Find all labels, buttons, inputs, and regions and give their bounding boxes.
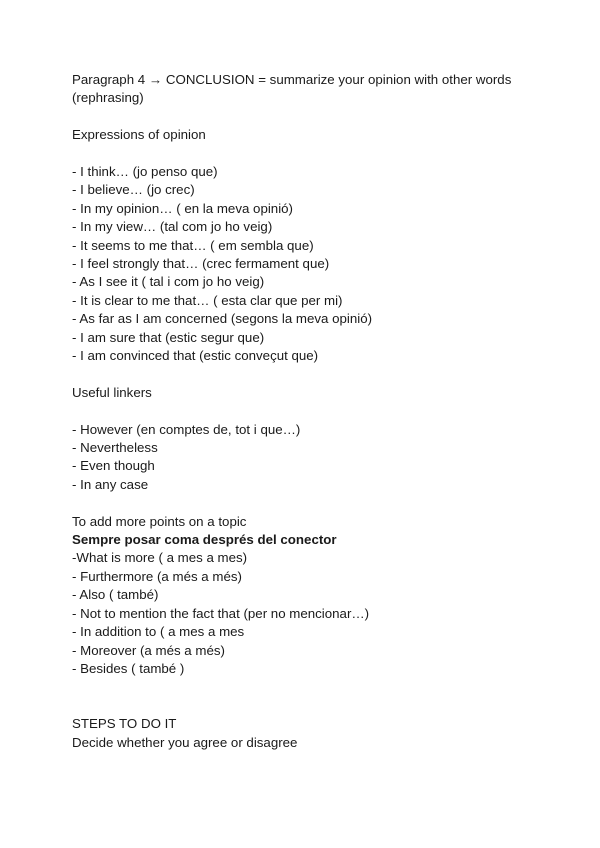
list-item: - As far as I am concerned (segons la meva opinió) (72, 311, 373, 327)
list-item: - It seems to me that… ( em sembla que) (72, 237, 314, 253)
spacer (72, 697, 542, 715)
opinion-list (72, 163, 542, 365)
steps-text: Decide whether you agree or disagree (72, 734, 298, 750)
add-points-list (72, 549, 542, 678)
list-item: - I believe… (jo crec) (72, 182, 195, 198)
list-item: -What is more ( a mes a mes) (72, 550, 248, 566)
comma-note: Sempre posar coma després del conector (72, 532, 337, 548)
spacer (72, 494, 542, 512)
list-item: - I think… (jo penso que) (72, 164, 218, 179)
steps-heading: STEPS TO DO IT (72, 716, 177, 732)
list-item: - Not to mention the fact that (per no mencionar…) (72, 605, 370, 621)
list-item: - In addition to ( a mes a mes (72, 624, 245, 640)
spacer (72, 108, 542, 126)
conclusion-paragraph: Paragraph 4 → CONCLUSION = summarize your opinion with other words (rephrasing) (72, 72, 512, 106)
opinion-heading: Expressions of opinion (72, 127, 206, 143)
list-item: - Besides ( també ) (72, 660, 185, 676)
list-item: - In any case (72, 476, 149, 492)
spacer (72, 402, 542, 420)
list-item: - It is clear to me that… ( esta clar que per mi) (72, 292, 343, 308)
list-item: - Nevertheless (72, 440, 158, 456)
list-item: - Furthermore (a més a més) (72, 568, 242, 584)
list-item: - Also ( també) (72, 587, 159, 603)
linkers-heading: Useful linkers (72, 384, 152, 400)
spacer (72, 365, 542, 383)
list-item: - However (en comptes de, tot i que…) (72, 421, 301, 437)
add-points-heading: To add more points on a topic (72, 513, 247, 529)
spacer (72, 678, 542, 696)
list-item: - I am convinced that (estic conveçut que) (72, 348, 319, 364)
list-item: - I feel strongly that… (crec fermament que) (72, 256, 330, 272)
linkers-list (72, 421, 542, 495)
list-item: - I am sure that (estic segur que) (72, 329, 265, 345)
list-item: - Moreover (a més a més) (72, 642, 225, 658)
list-item: - In my view… (tal com jo ho veig) (72, 219, 273, 235)
list-item: - In my opinion… ( en la meva opinió) (72, 200, 293, 216)
list-item: - As I see it ( tal i com jo ho veig) (72, 274, 265, 290)
list-item: - Even though (72, 458, 155, 474)
spacer (72, 145, 542, 163)
document-page (72, 71, 542, 752)
